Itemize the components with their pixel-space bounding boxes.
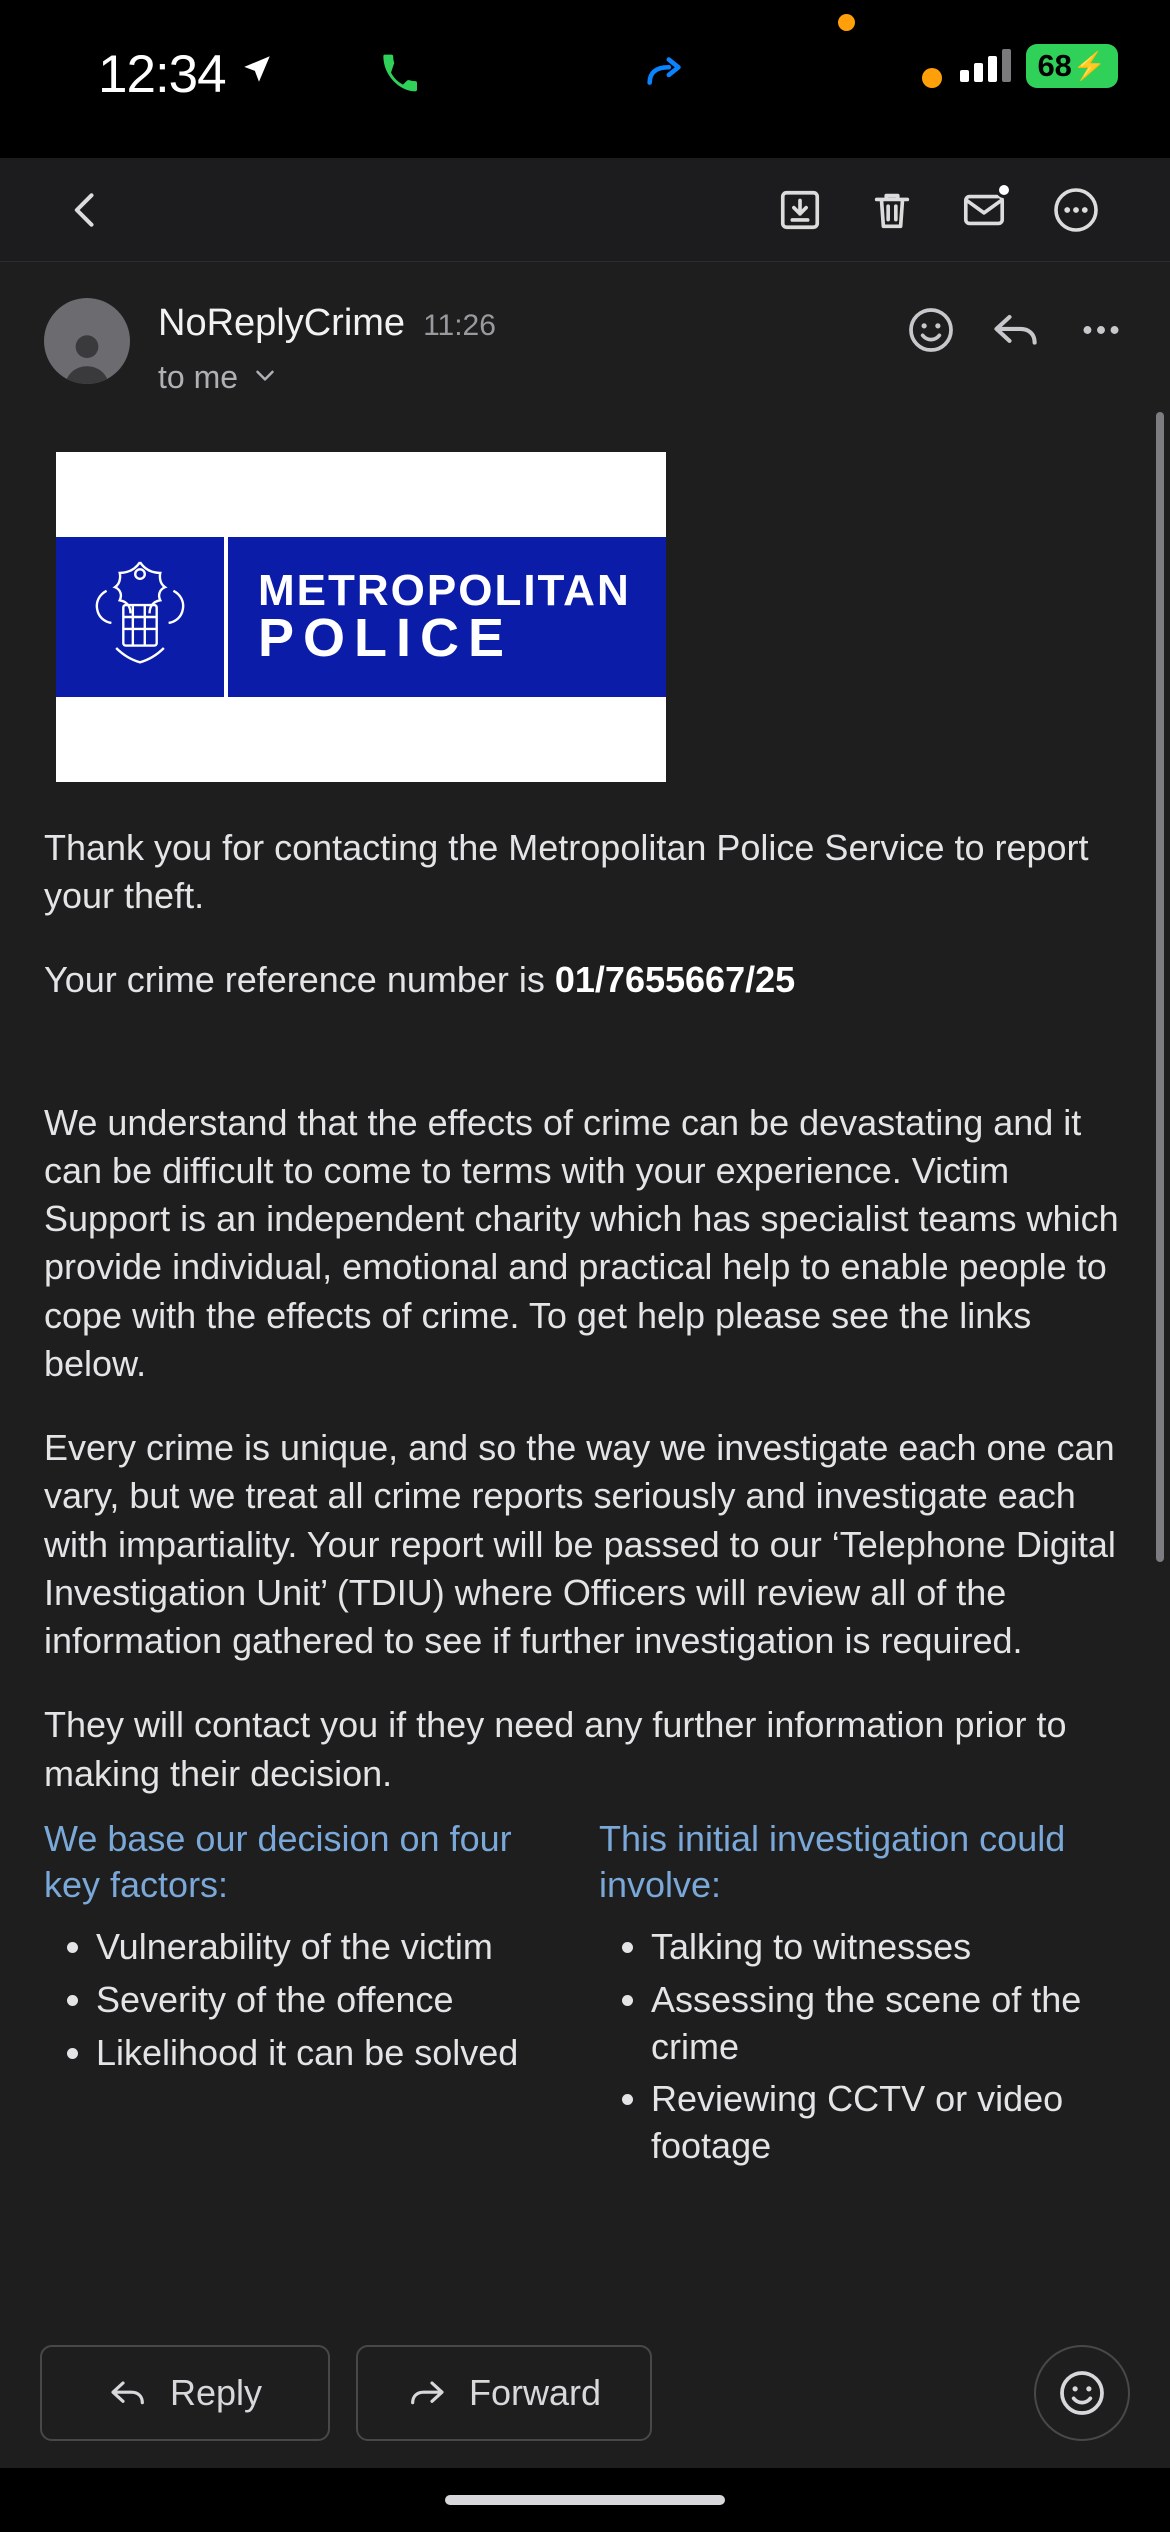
message-header xyxy=(44,262,1126,396)
list-item: • Likelihood it can be solved xyxy=(96,2030,571,2077)
back-chevron-icon xyxy=(64,188,108,232)
reference-label: Your crime reference number is xyxy=(44,959,555,1001)
emoji-react-button-bottom[interactable] xyxy=(1034,2345,1130,2441)
battery-charging-icon: ⚡ xyxy=(1072,51,1107,81)
unread-indicator-dot xyxy=(996,182,1012,198)
sender-info xyxy=(158,298,906,396)
reply-button[interactable] xyxy=(40,2345,330,2441)
decision-factors-columns xyxy=(44,1816,1126,2176)
more-options-icon xyxy=(1076,305,1126,355)
reply-arrow-icon xyxy=(108,2373,148,2413)
sender-line xyxy=(158,302,906,345)
column-initial-investigation xyxy=(599,1816,1126,2176)
more-options-icon xyxy=(1052,186,1100,234)
reference-line xyxy=(44,956,1126,1004)
cellular-signal-icon xyxy=(960,48,1011,82)
share-arrow-icon xyxy=(642,50,688,96)
paragraph-victim-support: We understand that the effects of crime can be devastating and it can be difficult to come to terms with your experience. Victim Support is an independent charity which has specialist teams which provide individual, emotional and practical help to enable people to cope with the effects of crime. To get help please see the links below. xyxy=(44,1101,1119,1384)
person-placeholder-icon xyxy=(56,326,118,384)
recipient-row[interactable] xyxy=(158,359,906,396)
list-item: • Assessing the scene of the crime xyxy=(651,1977,1126,2071)
delete-button[interactable] xyxy=(846,164,938,256)
smiley-react-icon xyxy=(906,305,956,355)
logo-line-1: METROPOLITAN xyxy=(258,565,631,615)
status-time: 12:34 xyxy=(98,45,226,104)
smiley-react-icon xyxy=(1057,2368,1107,2418)
battery-indicator xyxy=(1026,44,1118,88)
crime-reference-number: 01/7655667/25 xyxy=(554,959,796,1001)
home-indicator[interactable] xyxy=(445,2495,725,2505)
met-police-logo xyxy=(56,452,666,782)
emoji-react-button[interactable] xyxy=(906,305,956,355)
message-more-button[interactable] xyxy=(1076,305,1126,355)
dynamic-island-share[interactable] xyxy=(620,28,710,118)
paragraph-intro: Thank you for contacting the Metropolitan Police Service to report your theft. xyxy=(44,827,1089,917)
list-item: • Talking to witnesses xyxy=(651,1924,1126,1971)
forward-arrow-icon xyxy=(407,2373,447,2413)
battery-level: 68 xyxy=(1037,48,1072,83)
message-time: 11:26 xyxy=(423,309,496,342)
email-text-body xyxy=(44,824,1126,2176)
paragraph-investigation: Every crime is unique, and so the way we investigate each one can vary, but we treat all crime reports seriously and investigate each with impartiality. Your report will be passed to our ‘Telephone Digital Investigation Unit’ (TDIU) where Officers will review all of the information gathered to see if further investigation is required. xyxy=(44,1427,1116,1662)
column-key-factors xyxy=(44,1816,571,2176)
dynamic-island-call[interactable] xyxy=(350,28,598,118)
sender-name: NoReplyCrime xyxy=(158,302,406,344)
message-header-actions xyxy=(906,298,1126,356)
archive-button[interactable] xyxy=(754,164,846,256)
list-item: • Severity of the offence xyxy=(96,1977,571,2024)
list-initial-investigation xyxy=(599,1924,1126,2170)
column-heading-key-factors: We base our decision on four key factors: xyxy=(44,1817,512,1905)
recipient-label: to me xyxy=(158,359,239,395)
met-police-crest-icon xyxy=(56,537,228,697)
column-heading-initial-investigation: This initial investigation could involve: xyxy=(599,1817,1066,1905)
back-button[interactable] xyxy=(40,164,132,256)
mic-privacy-indicator xyxy=(922,68,942,88)
archive-download-icon xyxy=(777,187,823,233)
list-item: • Reviewing CCTV or video footage xyxy=(651,2076,1126,2170)
forward-label: Forward xyxy=(468,2372,602,2413)
more-options-button[interactable] xyxy=(1030,164,1122,256)
reply-arrow-icon xyxy=(990,304,1042,356)
message-action-bar xyxy=(0,2318,1170,2468)
list-item: • Vulnerability of the victim xyxy=(96,1924,571,1971)
notification-dot xyxy=(838,14,855,31)
status-bar xyxy=(0,0,1170,158)
paragraph-gap xyxy=(44,1041,1126,1099)
list-key-factors xyxy=(44,1924,571,2076)
mail-toolbar xyxy=(0,158,1170,262)
reply-label: Reply xyxy=(169,2372,263,2413)
location-arrow-icon xyxy=(240,52,274,86)
logo-wordmark xyxy=(228,565,666,669)
chevron-down-icon xyxy=(250,360,280,395)
home-indicator-area xyxy=(0,2468,1170,2532)
logo-line-2: POLICE xyxy=(258,608,514,669)
logo-blue-bar xyxy=(56,537,666,697)
forward-button[interactable] xyxy=(356,2345,652,2441)
message-body xyxy=(0,262,1170,2318)
mark-unread-button[interactable] xyxy=(938,164,1030,256)
paragraph-contact: They will contact you if they need any further information prior to making their decision. xyxy=(44,1704,1067,1794)
reply-button-header[interactable] xyxy=(990,304,1042,356)
avatar xyxy=(44,298,130,384)
trash-icon xyxy=(869,187,915,233)
vertical-scrollbar[interactable] xyxy=(1156,412,1164,1562)
phone-icon xyxy=(380,53,420,93)
